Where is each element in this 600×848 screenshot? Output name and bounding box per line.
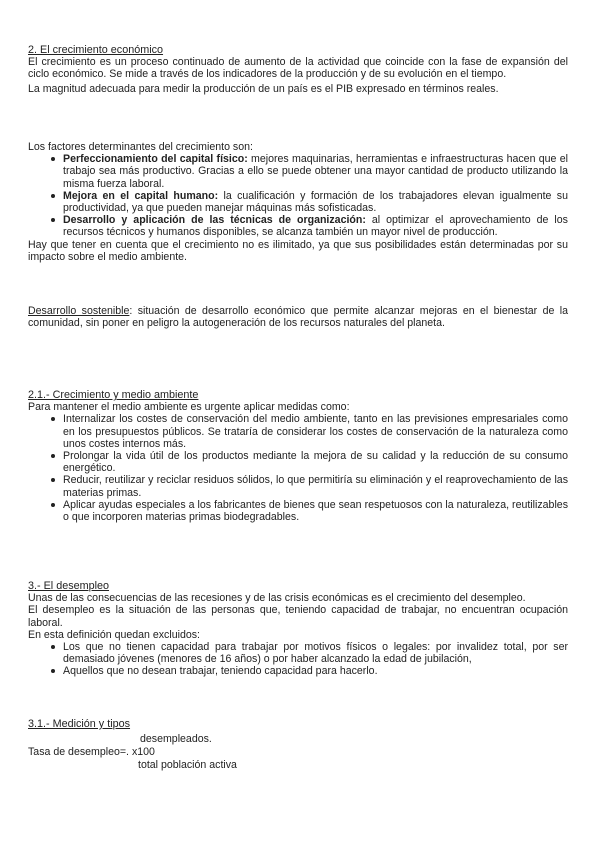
list-item: Prolongar la vida útil de los productos mediante la mejora de su calidad y la reducción de su consumo energético. <box>63 450 568 475</box>
list-item: Internalizar los costes de conservación del medio ambiente, tanto en las previsiones empresariales como en los presupuestos públicos. Se trataría de considerar los costes de conservación de la naturaleza como unos costes internos más. <box>63 413 568 450</box>
formula-label: Tasa de desempleo=. x100 <box>28 746 155 758</box>
paragraph: El desempleo es la situación de las personas que, teniendo capacidad de trabajar, no encuentran ocupación laboral. <box>28 604 568 629</box>
section-heading: 2.1.- Crecimiento y medio ambiente <box>28 389 199 401</box>
list-item: Aquellos que no desean trabajar, teniendo capacidad para hacerlo. <box>63 665 568 677</box>
factor-term: Desarrollo y aplicación de las técnicas de organización: <box>63 214 366 227</box>
list-item <box>63 190 568 214</box>
factor-text: al optimizar el aprovechamiento de los recursos técnicos y humanos disponibles, se alcanza también un mayor nivel de producción. <box>63 214 568 239</box>
paragraph: Los factores determinantes del crecimiento son: <box>28 141 253 153</box>
section-heading: 2. El crecimiento económico <box>28 44 164 56</box>
factor-text: la cualificación y formación de los trabajadores elevan igualmente su productividad, ya que pueden manejar máquinas más sofisticadas. <box>63 189 568 215</box>
factors-list <box>28 153 568 238</box>
paragraph: Unas de las consecuencias de las recesiones y de las crisis económicas es el crecimiento del desempleo. <box>28 592 526 605</box>
section-measurement <box>28 718 568 730</box>
sustainable-definition <box>28 305 568 329</box>
list-item <box>63 153 568 190</box>
factor-term: Mejora en el capital humano: <box>63 189 219 202</box>
section-unemployment <box>28 580 568 678</box>
definition-term: Desarrollo sostenible <box>28 305 130 317</box>
list-item <box>63 214 568 238</box>
section-environment <box>28 389 568 523</box>
paragraph: La magnitud adecuada para medir la producción de un país es el PIB expresado en términos reales. <box>28 82 499 95</box>
paragraph: Para mantener el medio ambiente es urgente aplicar medidas como: <box>28 401 350 414</box>
formula-denominator: total población activa <box>138 759 237 771</box>
excluded-list <box>28 641 568 678</box>
list-item: Aplicar ayudas especiales a los fabricantes de bienes que sean respetuosos con la naturaleza, reutilizables o que incorporen materias primas biodegradables. <box>63 498 568 524</box>
factor-text: mejores maquinarias, herramientas e infraestructuras hacen que el trabajo sea más productivo. Gracias a ello se puede obtener una mayor cantidad de producto utilizando la misma fuerza laboral. <box>63 153 568 190</box>
paragraph: El crecimiento es un proceso continuado de aumento de la actividad que coincide con la fase de expansión del ciclo económico. Se mide a través de los indicadores de la producción y de su evolución en el tiempo. <box>28 56 568 81</box>
section-heading: 3.- El desempleo <box>28 580 110 592</box>
factor-term: Perfeccionamiento del capital físico: <box>63 153 248 166</box>
list-item: Reducir, reutilizar y reciclar residuos sólidos, lo que permitiría su eliminación y el reaprovechamiento de las materias primas. <box>63 474 568 499</box>
formula-numerator: desempleados. <box>140 733 212 745</box>
definition-text: : situación de desarrollo económico que permite alcanzar mejoras en el bienestar de la comunidad, sin poner en peligro la autogeneración de los recursos naturales del planeta. <box>28 305 568 330</box>
section-heading: 3.1.- Medición y tipos <box>28 718 131 730</box>
measures-list <box>28 413 568 523</box>
section-growth <box>28 44 568 95</box>
paragraph: En esta definición quedan excluidos: <box>28 628 200 641</box>
list-item: Los que no tienen capacidad para trabajar por motivos físicos o legales: por invalidez total, por ser demasiado jóvenes (menores de 16 años) o por haber alcanzado la edad de jubilación, <box>63 641 568 666</box>
factors-block <box>28 141 568 263</box>
paragraph: Hay que tener en cuenta que el crecimiento no es ilimitado, ya que sus posibilidades están determinadas por su impacto sobre el medio ambiente. <box>28 238 568 263</box>
